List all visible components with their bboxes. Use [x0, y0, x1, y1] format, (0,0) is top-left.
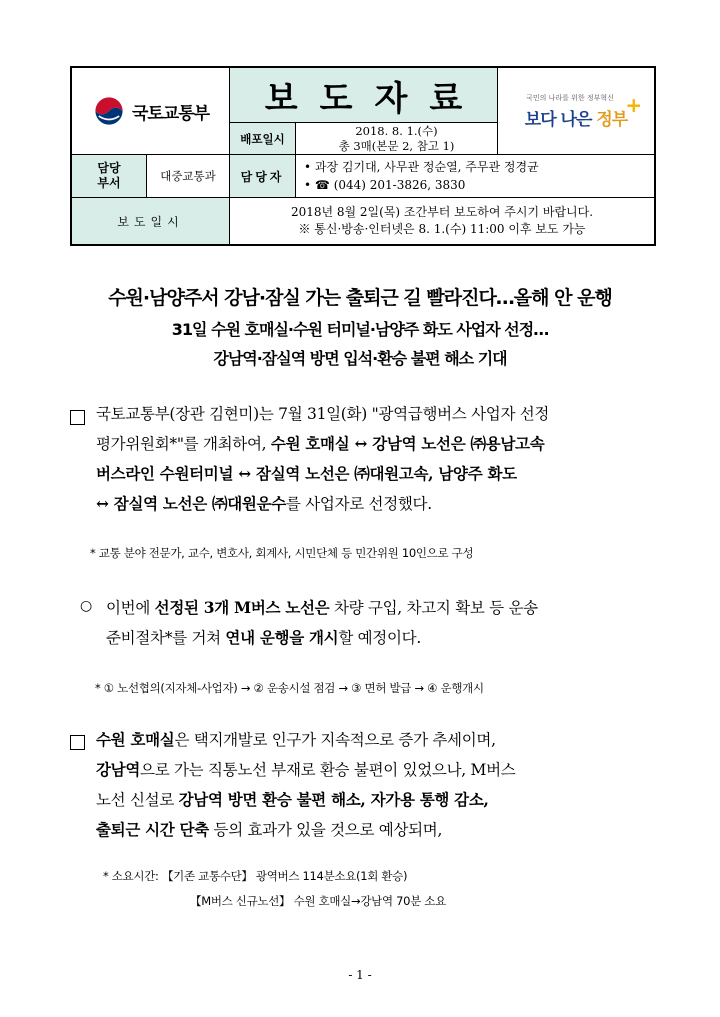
paragraph-3-line-4: 출퇴근 시간 단축 등의 효과가 있을 것으로 예상되며, [96, 820, 443, 839]
paragraph-1-line-3: 버스라인 수원터미널 ↔ 잠실역 노선은 ㈜대원고속, 남양주 화도 [96, 464, 517, 483]
paragraph-2-line-2: 준비절차*를 거쳐 연내 운행을 개시할 예정이다. [106, 628, 421, 647]
circle-bullet-icon: ○ [80, 598, 93, 614]
contact-value [296, 155, 654, 198]
paragraph-3-line-2: 강남역으로 가는 직통노선 부재로 환승 불편이 있었으나, M버스 [96, 760, 516, 779]
ministry-logo-cell [72, 68, 230, 155]
distribution-pages: 총 3매(본문 2, 참고 1) [338, 138, 455, 153]
contact-people: • 과장 김기대, 사무관 정순열, 주무관 정경균 [304, 160, 539, 174]
checkbox-bullet-icon [70, 410, 85, 425]
ministry-name: 국토교통부 [131, 103, 210, 124]
phone-icon: ☎ [314, 178, 330, 192]
footnote-3-line-2: 【M버스 신규노선】 수원 호매실→강남역 70분 소요 [190, 894, 446, 908]
contact-phone-row: • ☎ (044) 201-3826, 3830 [304, 178, 466, 192]
paragraph-1-line-2: 평가위원회*"를 개최하여, 수원 호매실 ↔ 강남역 노선은 ㈜용남고속 [96, 434, 545, 453]
checkbox-bullet-icon [70, 735, 85, 750]
government-emblem-icon [92, 94, 126, 128]
footnote-3-line-1: * 소요시간: 【기존 교통수단】 광역버스 114분소요(1회 환승) [103, 869, 408, 883]
owner-label [72, 155, 147, 198]
owner-label-line2: 부서 [97, 176, 121, 190]
footnote-2: * ① 노선협의(지자체-사업자) → ② 운송시설 점검 → ③ 면허 발급 → ④ 운행개시 [95, 681, 484, 695]
press-release-header [70, 66, 656, 246]
slogan-caption: 국민의 나라를 위한 정부혁신 [526, 93, 614, 102]
sub-headline-1: 31일 수원 호매실·수원 터미널·남양주 화도 사업자 선정… [171, 320, 549, 339]
paragraph-2-line-1: 이번에 선정된 3개 M버스 노선은 차량 구입, 차고지 확보 등 운송 [106, 598, 538, 617]
contact-label: 담당자 [230, 155, 296, 198]
contact-phone: (044) 201-3826, 3830 [333, 178, 466, 192]
release-label: 보도일시 [72, 198, 230, 244]
distribution-value [296, 123, 498, 155]
slogan-part-2: 정부 [596, 109, 628, 130]
paragraph-1-line-4: ↔ 잠실역 노선은 ㈜대원운수를 사업자로 선정했다. [96, 494, 432, 513]
paragraph-3-line-1: 수원 호매실은 택지개발로 인구가 지속적으로 증가 추세이며, [96, 730, 496, 749]
paragraph-1-line-1: 국토교통부(장관 김현미)는 7월 31일(화) "광역급행버스 사업자 선정 [96, 405, 550, 423]
title-cell [230, 68, 498, 123]
slogan-part-1: 보다 나은 [524, 109, 597, 130]
distribution-label: 배포일시 [230, 123, 296, 155]
main-headline: 수원·남양주서 강남·잠실 가는 출퇴근 길 빨라진다…올해 안 운행 [108, 287, 612, 309]
owner-label-line1: 담당 [97, 161, 121, 175]
paragraph-2 [106, 593, 656, 653]
release-line-2: ※ 통신·방송·인터넷은 8. 1.(수) 11:00 이후 보도 가능 [298, 222, 586, 236]
slogan-logo [498, 68, 654, 155]
sub-headline-2: 강남역·잠실역 방면 입석·환승 불편 해소 기대 [213, 349, 507, 368]
plus-icon: + [625, 92, 642, 117]
owner-department: 대중교통과 [147, 155, 230, 198]
distribution-date: 2018. 8. 1.(수) [355, 123, 438, 138]
paragraph-3 [96, 725, 656, 845]
paragraph-3-line-3: 노선 신설로 강남역 방면 환승 불편 해소, 자가용 통행 감소, [96, 790, 489, 809]
footnote-1: * 교통 분야 전문가, 교수, 변호사, 회계사, 시민단체 등 민간위원 10인으로 구성 [90, 546, 474, 560]
release-value [230, 198, 654, 244]
paragraph-1 [96, 400, 656, 519]
release-line-1: 2018년 8월 2일(목) 조간부터 보도하여 주시기 바랍니다. [290, 205, 594, 219]
page-number: - 1 - [348, 968, 372, 982]
press-release-title: 보도자료 [264, 78, 485, 119]
